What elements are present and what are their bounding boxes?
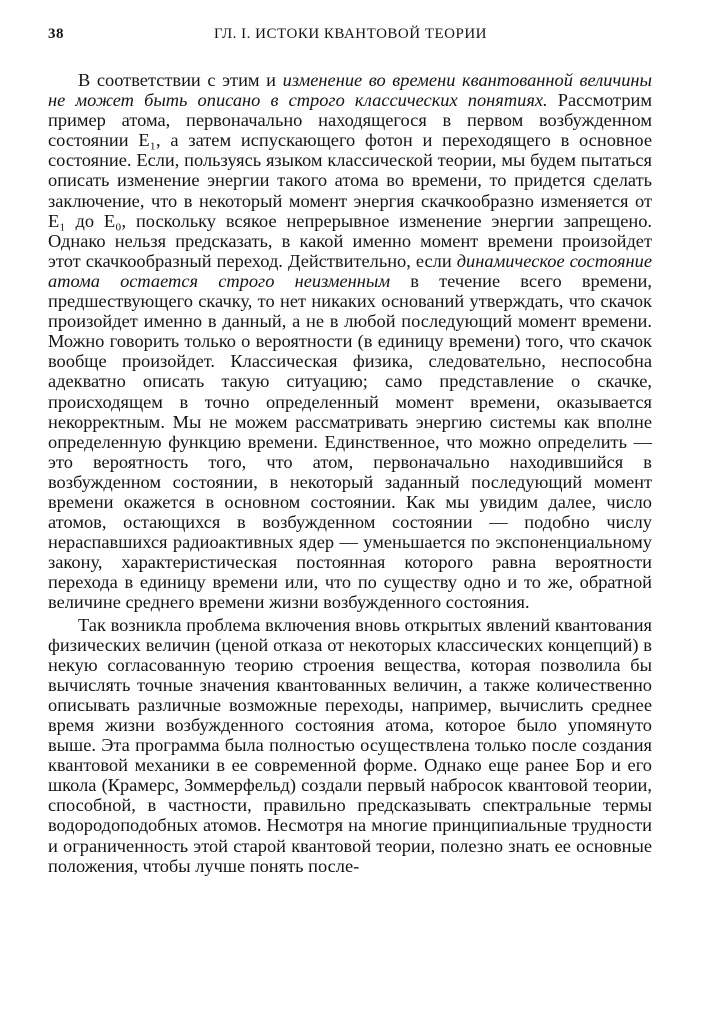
paragraph-1 (48, 70, 652, 613)
page-header (48, 26, 653, 48)
paragraph-1-italic-a: изменение во времени квантованной величины не может быть описано в строго классических понятиях. (48, 70, 652, 111)
page-number: 38 (48, 26, 64, 42)
paragraph-1-text-c: в течение всего времени, предшествующего скачку, то нет никаких оснований утверждать, что скачок произойдет именно в данный, а не в любой последующий момент времени. Можно говорить только о вероятности (в единицу времени) того, что скачок вообще произойдет. Классическая физика, следовательно, неспособна адекватно описать такую ситуацию; само представление о скачке, происходящем в точно определенный момент времени, оказывается некорректным. Мы не можем рассматривать энергию системы как вполне определенную функцию времени. Единственное, что можно определить — это вероятность того, что атом, первоначально находившийся в возбужденном состоянии, в некоторый заданный последующий момент времени окажется в основном состоянии. Как мы увидим далее, число атомов, остающихся в возбужденном состоянии — подобно числу нераспавшихся радиоактивных ядер — уменьшается по экспоненциальному закону, характеристическая постоянная которого равна вероятности перехода в единицу времени или, что по существу одно и то же, обратной величине среднего времени жизни возбужденного состояния. (48, 270, 652, 613)
running-title: ГЛ. I. ИСТОКИ КВАНТОВОЙ ТЕОРИИ (213, 26, 488, 42)
paragraph-2: Так возникла проблема включения вновь открытых явлений квантования физических величин (ценой отказа от некоторых классических концепций) в некую согласованную теорию строения вещества, которая позволила бы вычислять точные значения квантованных величин, а также количественно описывать различные возможные переходы, например, вычислить среднее время жизни возбужденного состояния атома, которое было упомянуто выше. Эта программа была полностью осуществлена только после создания квантовой механики в ее современной форме. Однако еще ранее Бор и его школа (Крамерс, Зоммерфельд) создали первый набросок квантовой теории, способной, в частности, правильно предсказывать спектральные термы водородоподобных атомов. Несмотря на многие принципиальные трудности и ограниченность этой старой квантовой теории, полезно знать ее основные положения, чтобы лучше понять после- (48, 614, 652, 876)
paragraph-1-text-b: Рассмотрим пример атома, первоначально находящегося в первом возбужденном состоянии E₁, а затем испускающего фотон и переходящего в основное состояние. Если, пользуясь языком классической теории, мы будем пытаться описать изменение энергии такого атома во времени, то придется сделать заключение, что в некоторый момент энергия скачкообразно изменяется от E₁ до E₀, поскольку всякое непрерывное изменение энергии запрещено. Однако нельзя предсказать, в какой именно момент времени произойдет этот скачкообразный переход. Действительно, если (48, 90, 652, 271)
paragraph-1-text-a: В соответствии с этим и (78, 70, 283, 90)
body-text (48, 70, 652, 876)
paragraph-1-italic-b: динамическое состояние атома остается строго неизменным (48, 250, 652, 291)
